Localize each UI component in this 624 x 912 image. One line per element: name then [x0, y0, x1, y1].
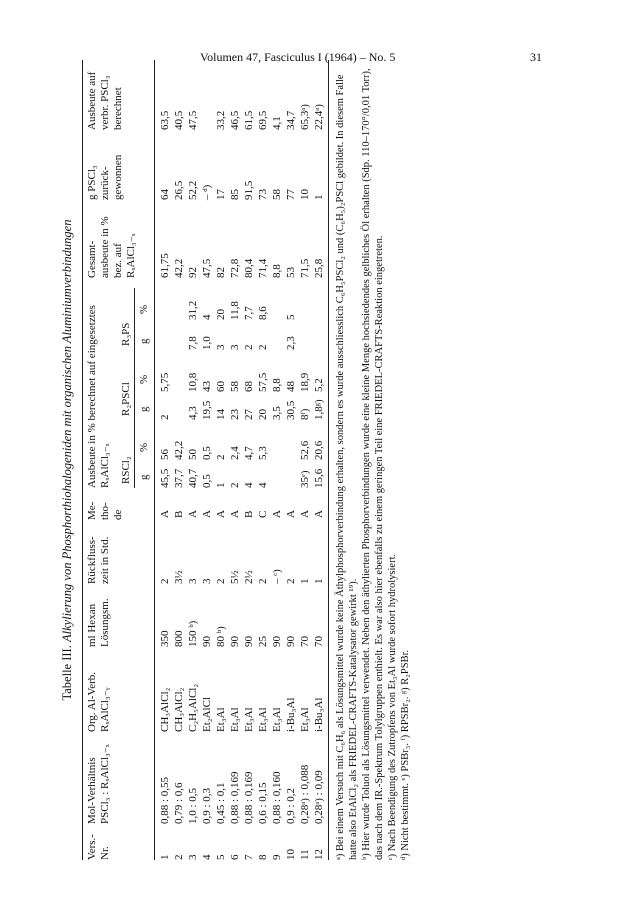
cell-a-g: 37,7: [173, 468, 185, 488]
cell-a-p: 52,6: [299, 440, 311, 460]
cell-yv: 4,1: [271, 116, 283, 130]
header-reflux: Rückfluss-zeit in Std.: [86, 536, 111, 584]
cell-hexan: 90: [285, 636, 297, 647]
rotated-table-region: [60, 60, 540, 860]
cell-verb: C₂H₅AlCl₂: [187, 683, 199, 732]
header-rule: [154, 60, 155, 860]
top-rule: [82, 60, 83, 860]
footnote-d: ᵈ) Nicht bestimmt. ᵉ) PSBr₃. ᶠ) RPSBr₂. ᵍ) R₂PSBr.: [400, 649, 411, 860]
cell-method: A: [285, 510, 297, 518]
cell-a-g: 4: [257, 482, 269, 488]
cell-a-p: 20,6: [313, 440, 325, 460]
header-g-3: g: [138, 338, 150, 344]
cell-nr: 8: [257, 854, 269, 860]
cell-total: 42,2: [173, 258, 185, 278]
cell-b-g: 2: [159, 414, 171, 420]
table-label: Tabelle III.: [60, 645, 74, 701]
header-hexane: ml Hexan Lösungsm.: [86, 598, 111, 647]
cell-hexan: 90: [243, 636, 255, 647]
cell-c-g: 3: [229, 344, 241, 350]
cell-rec: 85: [229, 189, 241, 200]
header-pct-1: %: [138, 442, 150, 452]
cell-b-p: 18,9: [299, 372, 311, 392]
cell-yv: 33,2: [215, 110, 227, 130]
cell-c-p: 4: [201, 314, 213, 320]
cell-verb: Et₃Al: [215, 707, 227, 732]
cell-hexan: 70: [313, 636, 325, 647]
cell-b-g: 8ᶠ): [299, 408, 311, 420]
cell-verb: Et₃Al: [243, 707, 255, 732]
cell-b-p: 58: [229, 381, 241, 392]
cell-a-p: 5,3: [257, 446, 269, 460]
cell-c-g: 2: [257, 344, 269, 350]
header-recovered: g PSCl₃ zurück-gewonnen: [86, 154, 124, 200]
header-method: Me-tho-de: [86, 501, 124, 520]
cell-a-g: 45,5: [159, 468, 171, 488]
cell-yv: 63,5: [159, 110, 171, 130]
cell-rec: 58: [271, 189, 283, 200]
cell-a-p: 50: [187, 449, 199, 460]
cell-total: 47,5: [201, 258, 213, 278]
cell-verb: Et₃Al: [271, 707, 283, 732]
cell-a-g: 2: [229, 482, 241, 488]
cell-verb: CH₃AlCl₂: [173, 687, 185, 732]
table-title: Alkylierung von Phosphorthiohalogeniden mit organischen Aluminiumverbindungen: [60, 219, 74, 643]
cell-b-g: 4,3: [187, 406, 199, 420]
cell-reflux: 2: [215, 578, 227, 584]
header-ratio: Mol-Verhältnis PSCl₃ : RₓAlCl₃₋ₓ: [86, 744, 111, 824]
cell-hexan: 800: [173, 630, 185, 647]
cell-yv: 46,5: [229, 110, 241, 130]
cell-ratio: 0,28ᵃ) : 0,088: [299, 764, 311, 824]
cell-reflux: 3: [201, 578, 213, 584]
cell-verb: Et₂AlCl: [201, 696, 213, 732]
cell-b-g: 30,5: [285, 400, 297, 420]
cell-method: A: [313, 510, 325, 518]
cell-b-g: 19,5: [201, 400, 213, 420]
cell-yv: 61,5: [243, 110, 255, 130]
cell-total: 8,8: [271, 264, 283, 278]
cell-total: 72,8: [229, 258, 241, 278]
cell-verb: Et₃Al: [257, 707, 269, 732]
cell-c-p: 11,8: [229, 301, 241, 320]
cell-c-g: 7,8: [187, 336, 199, 350]
cell-reflux: 2: [159, 578, 171, 584]
cell-method: A: [215, 510, 227, 518]
cell-ratio: 0,9 : 0,3: [201, 787, 213, 824]
cell-rec: 1: [313, 194, 325, 200]
cell-ratio: 0,88 : 0,169: [229, 771, 241, 824]
cell-total: 53: [285, 267, 297, 278]
cell-ratio: 0,45 : 0,1: [215, 782, 227, 824]
cell-b-p: 5,2: [313, 378, 325, 392]
cell-method: B: [173, 510, 185, 518]
cell-method: A: [187, 510, 199, 518]
cell-ratio: 0,9 : 0,2: [285, 787, 297, 824]
cell-b-p: 68: [243, 381, 255, 392]
cell-yv: 22,4ᵃ): [313, 104, 325, 130]
cell-reflux: 2½: [243, 570, 255, 584]
cell-c-p: 5: [285, 314, 297, 320]
cell-total: 82: [215, 267, 227, 278]
cell-rec: 91,5: [243, 180, 255, 200]
header-nr: Vers.-Nr.: [86, 834, 111, 860]
cell-b-p: 10,8: [187, 372, 199, 392]
cell-b-p: 57,5: [257, 372, 269, 392]
cell-rec: 17: [215, 189, 227, 200]
cell-method: A: [201, 510, 213, 518]
cell-c-g: 1,0: [201, 336, 213, 350]
header-rscl2: RSCl₂: [120, 456, 132, 484]
header-r3ps: R₃PS: [120, 322, 132, 346]
cell-c-g: 2: [243, 344, 255, 350]
cell-nr: 4: [201, 854, 213, 860]
cell-a-g: 0,5: [201, 474, 213, 488]
journal-reference: Volumen 47, Fasciculus I (1964) – No. 5: [200, 50, 396, 64]
cell-b-p: 60: [215, 381, 227, 392]
cell-a-g: 35ᵉ): [299, 470, 311, 488]
cell-reflux: 1: [299, 578, 311, 584]
cell-yv: 69,5: [257, 110, 269, 130]
cell-ratio: 0,6 : 0,15: [257, 782, 269, 824]
cell-a-p: 0,5: [201, 446, 213, 460]
cell-total: 61,75: [159, 253, 171, 278]
cell-c-g: 3: [215, 344, 227, 350]
cell-b-p: 5,75: [159, 372, 171, 392]
cell-nr: 10: [285, 849, 297, 860]
cell-nr: 2: [173, 854, 185, 860]
cell-total: 92: [187, 267, 199, 278]
header-pct-2: %: [138, 374, 150, 384]
cell-nr: 3: [187, 854, 199, 860]
cell-rec: 26,5: [173, 180, 185, 200]
cell-method: A: [229, 510, 241, 518]
cell-reflux: – ᶜ): [271, 569, 283, 584]
cell-reflux: 5½: [229, 570, 241, 584]
subheader-rule: [134, 288, 135, 488]
cell-reflux: 2: [285, 578, 297, 584]
cell-a-g: 1: [215, 482, 227, 488]
cell-a-g: 15,6: [313, 468, 325, 488]
cell-nr: 5: [215, 854, 227, 860]
cell-c-p: 20: [215, 309, 227, 320]
cell-hexan: 70: [299, 636, 311, 647]
header-yield-consumed: Ausbeute auf verbr. PSCl₃ berechnet: [86, 71, 124, 130]
cell-a-g: 4: [243, 482, 255, 488]
cell-ratio: 0,88 : 0,55: [159, 776, 171, 824]
cell-ratio: 0,79 : 0,6: [173, 782, 185, 824]
cell-b-p: 48: [285, 381, 297, 392]
cell-nr: 12: [313, 849, 325, 860]
footnote-c: ᶜ) Nach Beendigung des Zutropfens von Et₃Al wurde sofort hydrolysiert.: [387, 553, 398, 860]
cell-a-p: 4,7: [243, 446, 255, 460]
cell-c-p: 7,7: [243, 306, 255, 320]
cell-reflux: 1: [313, 578, 325, 584]
cell-a-p: 2: [215, 454, 227, 460]
cell-rec: 10: [299, 189, 311, 200]
cell-ratio: 0,28ᵃ) : 0,09: [313, 770, 325, 824]
cell-method: A: [299, 510, 311, 518]
cell-verb: Et₃Al: [299, 707, 311, 732]
header-r2pscl: R₂PSCl: [120, 382, 132, 416]
cell-hexan: 90: [201, 636, 213, 647]
cell-a-p: 2,4: [229, 446, 241, 460]
cell-ratio: 1,0 : 0,5: [187, 787, 199, 824]
cell-yv: 47,5: [187, 110, 199, 130]
cell-yv: 34,7: [285, 110, 297, 130]
cell-hexan: 350: [159, 630, 171, 647]
cell-reflux: 2: [257, 578, 269, 584]
cell-method: B: [243, 510, 255, 518]
cell-verb: i-Bu₃Al: [313, 697, 325, 732]
cell-rec: 64: [159, 189, 171, 200]
cell-hexan: 25: [257, 636, 269, 647]
header-total-yield: Gesamt-ausbeute in % bez. auf RₓAlCl₃₋ₓ: [86, 216, 137, 278]
cell-rec: 77: [285, 189, 297, 200]
cell-method: A: [159, 510, 171, 518]
cell-verb: CH₃AlCl₂: [159, 687, 171, 732]
cell-hexan: 90: [271, 636, 283, 647]
cell-reflux: 3½: [173, 570, 185, 584]
cell-yv: 40,5: [173, 110, 185, 130]
cell-total: 71,5: [299, 258, 311, 278]
bottom-rule: [328, 60, 329, 860]
cell-rec: 52,2: [187, 180, 199, 200]
cell-method: A: [271, 510, 283, 518]
cell-hexan: 150 ᵇ): [187, 620, 199, 647]
cell-b-g: 27: [243, 409, 255, 420]
cell-method: C: [257, 510, 269, 518]
cell-b-p: 43: [201, 381, 213, 392]
cell-c-p: 8,6: [257, 306, 269, 320]
cell-b-p: 8,8: [271, 378, 283, 392]
cell-b-g: 14: [215, 409, 227, 420]
cell-ratio: 0,88 : 0,169: [243, 771, 255, 824]
cell-yv: 65,3ᵃ): [299, 104, 311, 130]
cell-ratio: 0,88 : 0,160: [271, 771, 283, 824]
page-number: 31: [530, 50, 542, 64]
cell-hexan: 80 ᵇ): [215, 626, 227, 647]
cell-nr: 6: [229, 854, 241, 860]
cell-verb: i-Bu₃Al: [285, 697, 297, 732]
header-yield-group: Ausbeute in % berechnet auf eingesetztes RₓAlCl₃₋ₓ: [86, 305, 111, 488]
cell-nr: 9: [271, 854, 283, 860]
footnote-b: ᵇ) Hier wurde Toluol als Lösungsmittel verwendet. Neben den äthylierten Phosphorverbindungen wurde eine kleine Menge hochsiedendes gelbliches Öl erhalten (Sdp. 110–170°/0,01 Torr), das nach dem IR.-Spektrum Tolylgruppen enthielt. Es war also hier ebenfalls zu einem geringen Teil eine FRIEDEL-CRAFTS-Reaktion eingetreten.: [361, 68, 385, 860]
table-caption: [60, 60, 75, 860]
footnote-a: ᵃ) Bei einem Versuch mit C₆H₆ als Lösungsmittel wurde keine Äthylphosphorverbindung erhalten, sondern es wurde ausschliesslich C₆H₅PSCl₂ und (C₆H₅)₂PSCl gebildet. In diesem Falle hatte also EtAlCl₂ als FRIEDEL-CRAFTS-Katalysator gewirkt ¹⁹).: [335, 74, 359, 860]
cell-reflux: 3: [187, 578, 199, 584]
cell-b-g: 1,8ᵍ): [313, 399, 325, 420]
cell-total: 71,4: [257, 258, 269, 278]
cell-rec: 73: [257, 189, 269, 200]
cell-verb: Et₃Al: [229, 707, 241, 732]
cell-c-p: 31,2: [187, 300, 199, 320]
header-pct-3: %: [138, 304, 150, 314]
cell-nr: 11: [299, 849, 311, 860]
cell-a-p: 42,2: [173, 440, 185, 460]
cell-b-g: 23: [229, 409, 241, 420]
cell-nr: 1: [159, 854, 171, 860]
cell-rec: – ᵈ): [201, 184, 213, 200]
cell-a-g: 40,7: [187, 468, 199, 488]
cell-b-g: 20: [257, 409, 269, 420]
header-al-compound: Org. Al-Verb. RₓAlCl₃₋ᵧ: [86, 672, 111, 732]
cell-a-p: 56: [159, 449, 171, 460]
header-g-1: g: [138, 474, 150, 480]
cell-c-g: 2,3: [285, 336, 297, 350]
cell-b-g: 3,5: [271, 406, 283, 420]
cell-nr: 7: [243, 854, 255, 860]
cell-hexan: 90: [229, 636, 241, 647]
footnotes: [334, 60, 412, 860]
header-g-2: g: [138, 406, 150, 412]
cell-total: 80,4: [243, 258, 255, 278]
cell-total: 25,8: [313, 258, 325, 278]
